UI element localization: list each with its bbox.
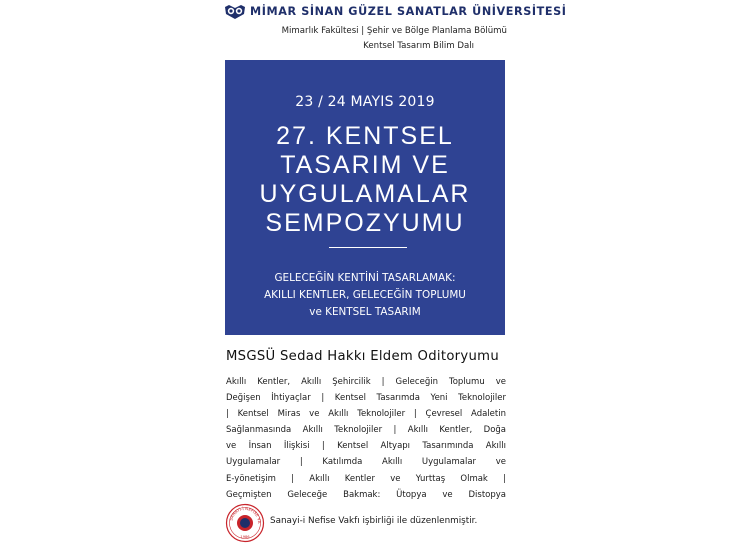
topics-list [226, 374, 506, 503]
topics-line: E-yönetişim | Akıllı Kentler ve Yurttaş Olmak | [226, 473, 506, 484]
title-divider [329, 247, 407, 248]
topics-line: | Kentsel Miras ve Akıllı Teknolojiler | Çevresel Adaletin [226, 409, 506, 420]
svg-text:SANAYİ-İ NEFİSE VAKFI: SANAYİ-İ NEFİSE VA [228, 505, 263, 524]
topics-line: Geçmişten Geleceğe Bakmak: Ütopya ve Distopya [226, 489, 506, 500]
department-name: Kentsel Tasarım Bilim Dalı [363, 41, 474, 51]
event-title [225, 122, 505, 238]
topics-line: Akıllı Kentler, Akıllı Şehircilik | Geleceğin Toplumu ve [226, 377, 506, 387]
symposium-poster [224, 0, 567, 548]
event-title-line: SEMPOZYUMU [265, 209, 465, 237]
topics-line: ve İnsan İlişkisi | Kentsel Altyapı Tasarımında Akıllı [226, 441, 506, 452]
faculty-line: Mimarlık Fakültesi | Şehir ve Bölge Planlama Bölümü [281, 26, 507, 36]
event-date: 23 / 24 MAYIS 2019 [295, 94, 435, 110]
event-title-line: UYGULAMALAR [259, 180, 471, 208]
sanayi-nefise-seal-icon [225, 503, 265, 543]
owl-logo-icon [224, 4, 246, 20]
event-theme-line: ve KENTSEL TASARIM [309, 306, 421, 318]
event-title-line: 27. KENTSEL [276, 122, 454, 150]
event-theme-line: GELECEĞİN KENTİNİ TASARLAMAK: [274, 272, 456, 284]
topics-line: Uygulamalar | Katılımda Akıllı Uygulamalar ve [226, 457, 506, 468]
topics-line: Değişen İhtiyaçlar | Kentsel Tasarımda Yeni Teknolojiler [226, 393, 506, 404]
event-theme-line: AKILLI KENTLER, GELECEĞİN TOPLUMU [264, 289, 466, 301]
event-title-panel [225, 60, 505, 335]
event-venue: MSGSÜ Sedad Hakkı Eldem Oditoryumu [226, 349, 499, 364]
topics-line: Sağlanmasında Akıllı Teknolojiler | Akıllı Kentler, Doğa [226, 425, 506, 436]
organizer-note: Sanayi-i Nefise Vakfı işbirliği ile düzenlenmiştir. [270, 516, 478, 526]
event-title-line: TASARIM VE [280, 151, 450, 179]
svg-text:1986: 1986 [240, 535, 250, 539]
event-theme [225, 270, 505, 321]
university-name: MİMAR SİNAN GÜZEL SANATLAR ÜNİVERSİTESİ [250, 5, 567, 18]
